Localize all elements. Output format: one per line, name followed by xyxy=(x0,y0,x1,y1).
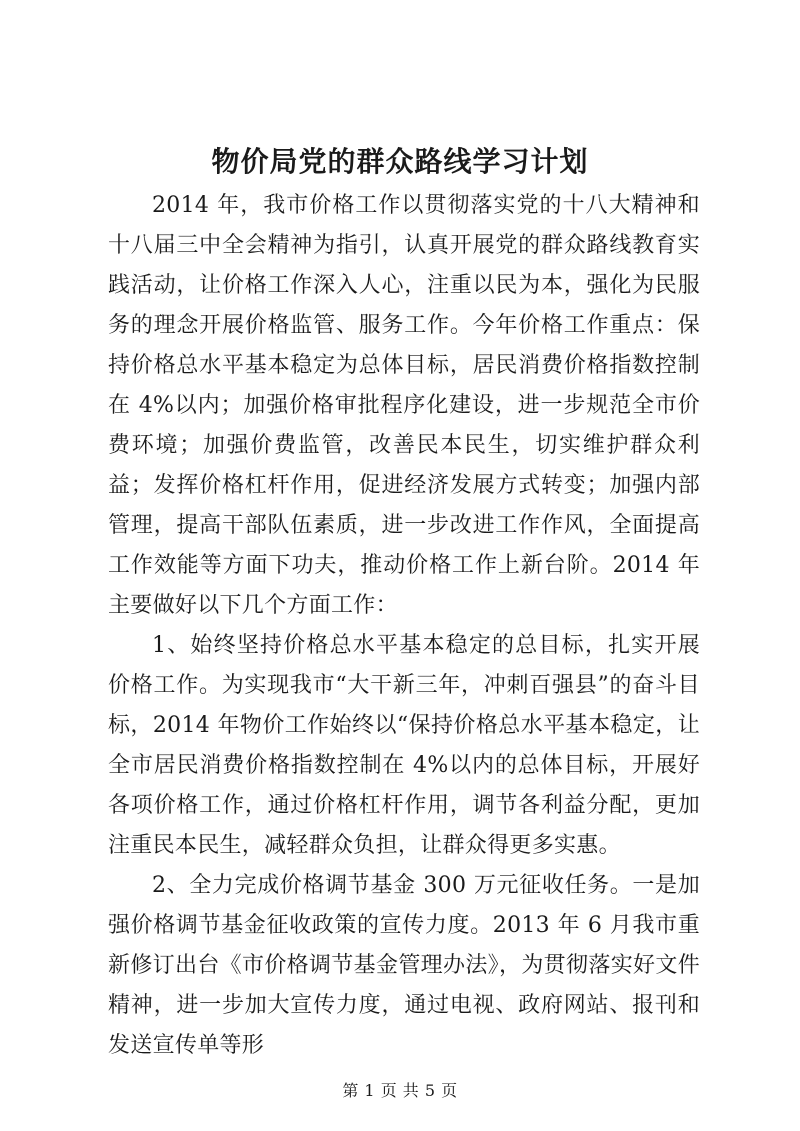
paragraph-item-2: 2、全力完成价格调节基金 300 万元征收任务。一是加强价格调节基金征收政策的宣传力度。2013 年 6 月我市重新修订出台《市价格调节基金管理办法》，为贯彻落实好文件精神，进一步加大宣传力度，通过电视、政府网站、报刊和发送宣传单等形 xyxy=(108,873,700,1058)
page-number: 第 1 页 共 5 页 xyxy=(342,1081,458,1100)
paragraph-intro: 2014 年，我市价格工作以贯彻落实党的十八大精神和十八届三中全会精神为指引，认真开展党的群众路线教育实践活动，让价格工作深入人心，注重以民为本，强化为民服务的理念开展价格监管、服务工作。今年价格工作重点：保持价格总水平基本稳定为总体目标，居民消费价格指数控制在 4%以内；加强价格审批程序化建设，进一步规范全市价费环境；加强价费监管，改善民本民生，切实维护群众利益；发挥价格杠杆作用，促进经济发展方式转变；加强内部管理，提高干部队伍素质，进一步改进工作作风，全面提高工作效能等方面下功夫，推动价格工作上新台阶。2014 年主要做好以下几个方面工作： xyxy=(108,193,700,618)
paragraph-item-1: 1、始终坚持价格总水平基本稳定的总目标，扎实开展价格工作。为实现我市“大干新三年，冲刺百强县”的奋斗目标，2014 年物价工作始终以“保持价格总水平基本稳定，让全市居民消费价格指数控制在 4%以内的总体目标，开展好各项价格工作，通过价格杠杆作用，调节各利益分配，更加注重民本民生，减轻群众负担，让群众得更多实惠。 xyxy=(108,633,700,858)
document-title: 物价局党的群众路线学习计划 xyxy=(211,145,589,178)
document-body xyxy=(108,186,700,1066)
